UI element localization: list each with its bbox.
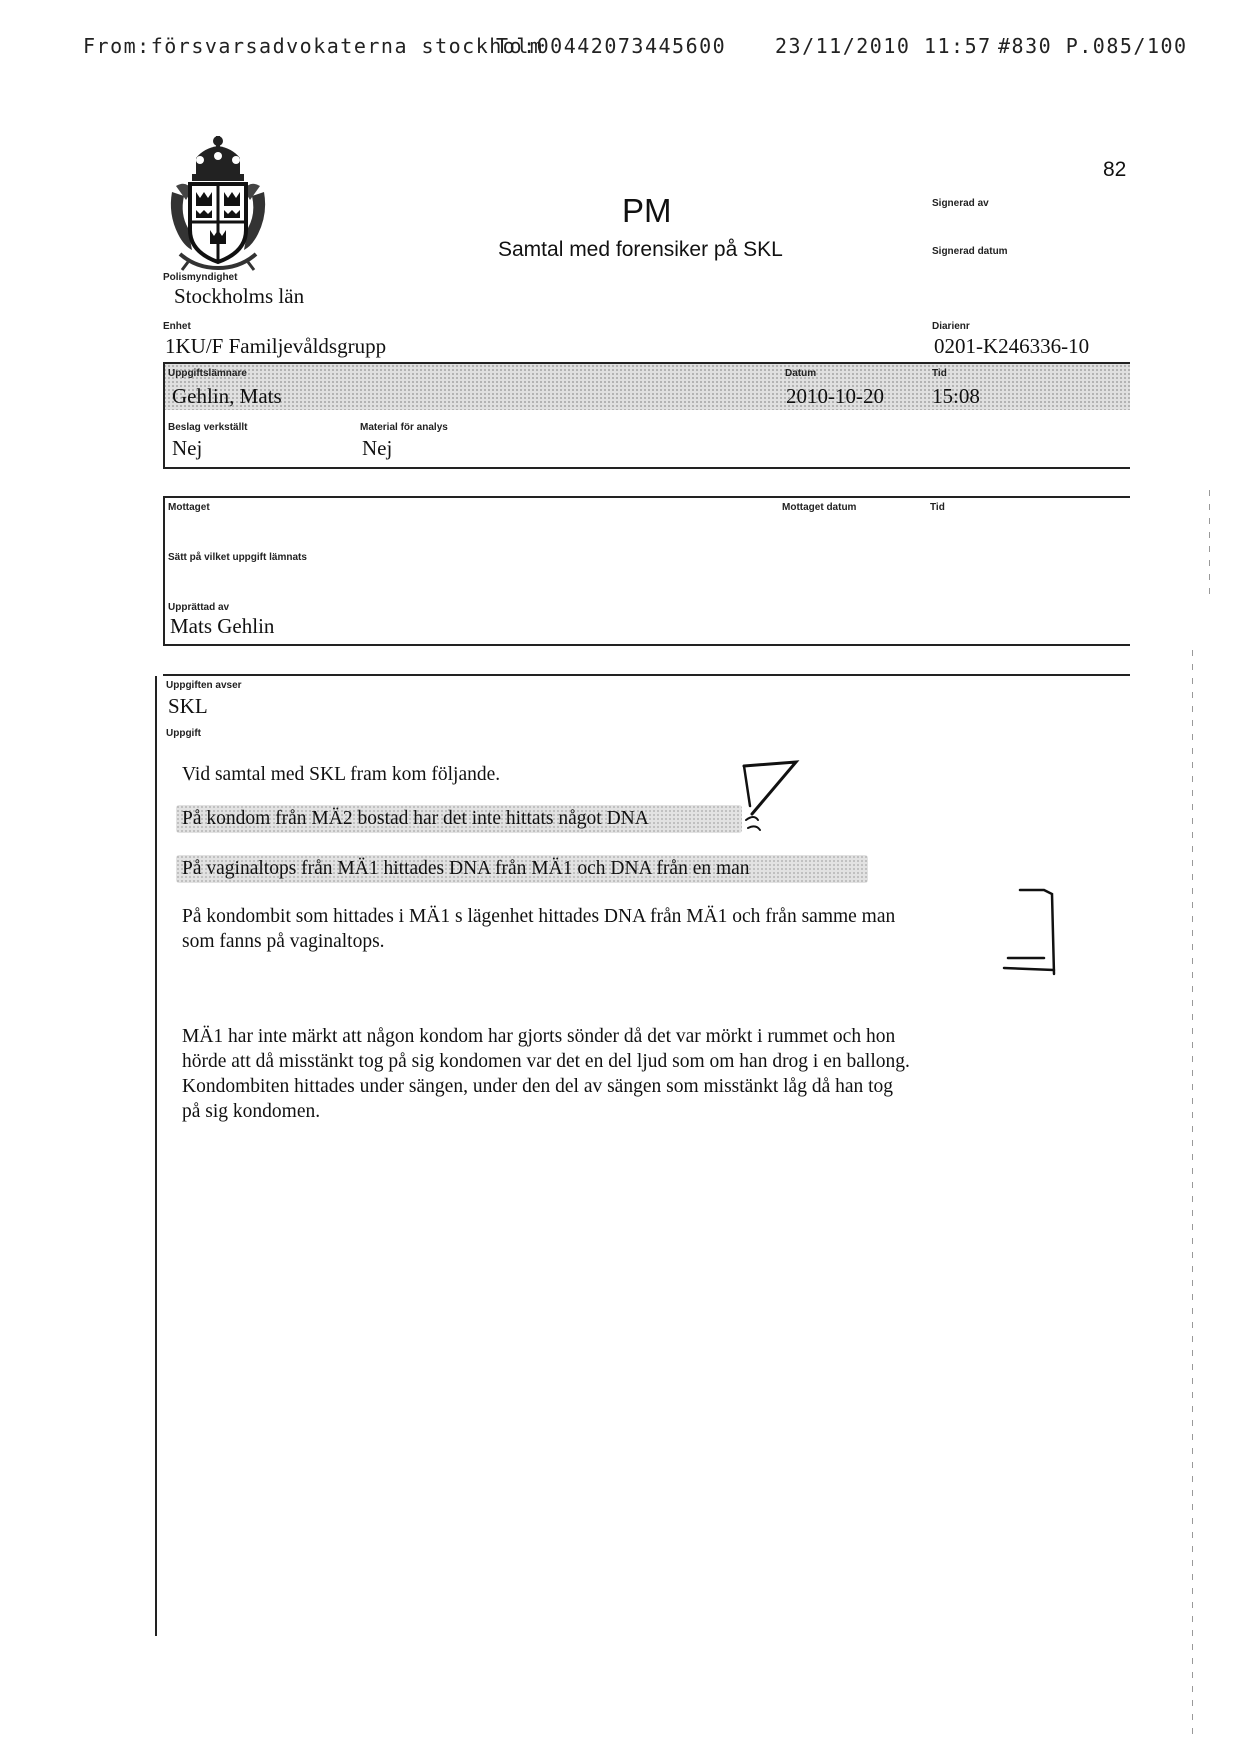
body-para2-line-3: Kondombiten hittades under sängen, under den del av sängen som misstänkt låg då han tog xyxy=(182,1076,894,1097)
body-para2-line-2: hörde att då misstänkt tog på sig kondomen var det en del ljud som om han drog i en ballong. xyxy=(182,1051,910,1072)
document-subtitle: Samtal med forensiker på SKL xyxy=(498,238,783,261)
scan-edge-line xyxy=(1192,650,1193,1740)
drafted-by-label: Upprättad av xyxy=(168,602,230,613)
time-value: 15:08 xyxy=(932,384,980,408)
informant-value: Gehlin, Mats xyxy=(172,384,282,408)
informant-shaded-row xyxy=(163,364,1130,410)
seizure-label: Beslag verkställt xyxy=(168,422,248,433)
body-para2-line-1: MÄ1 har inte märkt att någon kondom har gjorts sönder då det var mörkt i rummet och hon xyxy=(182,1026,896,1047)
info-label: Uppgift xyxy=(166,728,201,739)
informant-label: Uppgiftslämnare xyxy=(168,368,247,379)
received-time-label: Tid xyxy=(930,502,945,513)
box2-left-border xyxy=(163,496,165,645)
box3-left-border xyxy=(155,676,157,1636)
signed-by-label: Signerad av xyxy=(932,198,989,209)
unit-label: Enhet xyxy=(163,321,191,332)
box3-top-border xyxy=(163,674,1130,676)
subject-value: SKL xyxy=(168,694,208,718)
material-label: Material för analys xyxy=(360,422,448,433)
fax-to: To:00442073445600 xyxy=(496,34,727,58)
case-label: Diarienr xyxy=(932,321,970,332)
coat-of-arms-emblem xyxy=(166,134,270,272)
box2-top-border xyxy=(163,496,1130,498)
date-value: 2010-10-20 xyxy=(786,384,884,408)
box1-bottom-border xyxy=(163,467,1130,469)
body-para2-line-4: på sig kondomen. xyxy=(182,1101,321,1122)
subject-label: Uppgiften avser xyxy=(166,680,242,691)
received-date-label: Mottaget datum xyxy=(782,502,857,513)
fax-page-ref: #830 P.085/100 xyxy=(998,34,1188,58)
body-para1-line-2: som fanns på vaginaltops. xyxy=(182,931,385,952)
body-line-2: På kondom från MÄ2 bostad har det inte hittats något DNA xyxy=(182,808,649,829)
material-value: Nej xyxy=(362,436,393,460)
case-number: 0201-K246336-10 xyxy=(934,334,1090,358)
method-label: Sätt på vilket uppgift lämnats xyxy=(168,552,307,563)
drafted-by-value: Mats Gehlin xyxy=(170,614,275,638)
authority-label: Polismyndighet xyxy=(163,272,238,283)
fax-datetime: 23/11/2010 11:57 xyxy=(775,34,992,58)
box1-left-border xyxy=(163,362,165,468)
fax-from: From:försvarsadvokaterna stockholm xyxy=(83,34,544,58)
box2-bottom-border xyxy=(163,644,1130,646)
body-line-1: Vid samtal med SKL fram kom följande. xyxy=(182,764,501,785)
received-label: Mottaget xyxy=(168,502,210,513)
handwritten-bracket-icon xyxy=(1000,884,1070,980)
date-label: Datum xyxy=(785,368,817,379)
document-title: PM xyxy=(622,192,672,229)
signed-date-label: Signerad datum xyxy=(932,246,1008,257)
time-label: Tid xyxy=(932,368,947,379)
seizure-value: Nej xyxy=(172,436,203,460)
scan-edge-line xyxy=(1209,490,1210,600)
authority-value: Stockholms län xyxy=(174,284,305,308)
unit-value: 1KU/F Familjevåldsgrupp xyxy=(165,334,387,358)
body-line-3: På vaginaltops från MÄ1 hittades DNA från MÄ1 och DNA från en man xyxy=(182,858,750,879)
body-para1-line-1: På kondombit som hittades i MÄ1 s lägenhet hittades DNA från MÄ1 och från samme man xyxy=(182,906,896,927)
handwritten-mark-icon xyxy=(730,756,800,836)
page-number: 82 xyxy=(1103,158,1127,181)
